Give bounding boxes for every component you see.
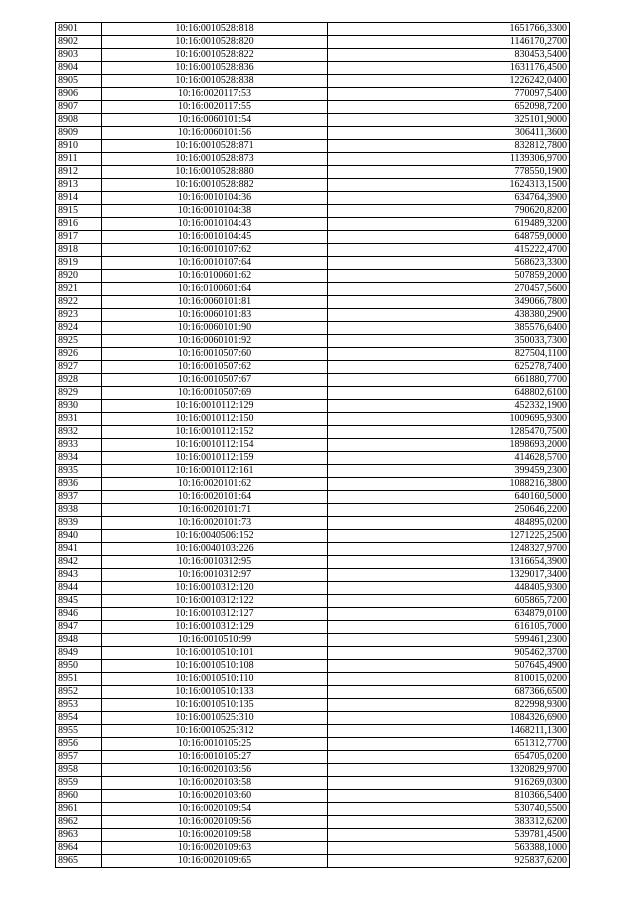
row-number-cell: 8909 <box>56 127 102 140</box>
value-cell: 651312,7700 <box>328 738 570 751</box>
table-row <box>56 127 570 140</box>
row-number-cell: 8910 <box>56 140 102 153</box>
row-number-cell: 8963 <box>56 829 102 842</box>
value-cell: 616105,7000 <box>328 621 570 634</box>
row-number-cell: 8925 <box>56 335 102 348</box>
table-row <box>56 36 570 49</box>
row-number-cell: 8913 <box>56 179 102 192</box>
table-row <box>56 621 570 634</box>
table-row <box>56 192 570 205</box>
cadastral-number-cell: 10:16:0010525:310 <box>102 712 328 725</box>
cadastral-number-cell: 10:16:0010104:36 <box>102 192 328 205</box>
row-number-cell: 8916 <box>56 218 102 231</box>
table-row <box>56 361 570 374</box>
table-row <box>56 725 570 738</box>
value-cell: 778550,1900 <box>328 166 570 179</box>
cadastral-number-cell: 10:16:0010507:62 <box>102 361 328 374</box>
row-number-cell: 8960 <box>56 790 102 803</box>
table-row <box>56 296 570 309</box>
table-row <box>56 257 570 270</box>
cadastral-number-cell: 10:16:0010528:871 <box>102 140 328 153</box>
value-cell: 640160,5000 <box>328 491 570 504</box>
cadastral-number-cell: 10:16:0020109:58 <box>102 829 328 842</box>
cadastral-number-cell: 10:16:0010312:97 <box>102 569 328 582</box>
cadastral-number-cell: 10:16:0010510:135 <box>102 699 328 712</box>
row-number-cell: 8953 <box>56 699 102 712</box>
row-number-cell: 8962 <box>56 816 102 829</box>
value-cell: 625278,7400 <box>328 361 570 374</box>
table-row <box>56 569 570 582</box>
cadastral-number-cell: 10:16:0010312:127 <box>102 608 328 621</box>
value-cell: 414628,5700 <box>328 452 570 465</box>
cadastral-number-cell: 10:16:0020109:54 <box>102 803 328 816</box>
value-cell: 1285470,7500 <box>328 426 570 439</box>
table-row <box>56 374 570 387</box>
table-row <box>56 634 570 647</box>
cadastral-number-cell: 10:16:0010112:152 <box>102 426 328 439</box>
table-row <box>56 556 570 569</box>
value-cell: 605865,7200 <box>328 595 570 608</box>
row-number-cell: 8926 <box>56 348 102 361</box>
row-number-cell: 8945 <box>56 595 102 608</box>
value-cell: 325101,9000 <box>328 114 570 127</box>
table-row <box>56 101 570 114</box>
cadastral-number-cell: 10:16:0010312:120 <box>102 582 328 595</box>
table-row <box>56 270 570 283</box>
row-number-cell: 8903 <box>56 49 102 62</box>
cadastral-number-cell: 10:16:0010112:154 <box>102 439 328 452</box>
row-number-cell: 8914 <box>56 192 102 205</box>
cadastral-number-cell: 10:16:0060101:92 <box>102 335 328 348</box>
row-number-cell: 8948 <box>56 634 102 647</box>
table-row <box>56 829 570 842</box>
table-row <box>56 504 570 517</box>
value-cell: 1320829,9700 <box>328 764 570 777</box>
cadastral-number-cell: 10:16:0010528:818 <box>102 23 328 36</box>
table-row <box>56 439 570 452</box>
table-row <box>56 673 570 686</box>
cadastral-number-cell: 10:16:0010312:95 <box>102 556 328 569</box>
row-number-cell: 8939 <box>56 517 102 530</box>
cadastral-number-cell: 10:16:0010112:150 <box>102 413 328 426</box>
value-cell: 905462,3700 <box>328 647 570 660</box>
row-number-cell: 8923 <box>56 309 102 322</box>
value-cell: 1898693,2000 <box>328 439 570 452</box>
row-number-cell: 8927 <box>56 361 102 374</box>
table-row <box>56 777 570 790</box>
cadastral-number-cell: 10:16:0020109:63 <box>102 842 328 855</box>
value-cell: 687366,6500 <box>328 686 570 699</box>
table-row <box>56 764 570 777</box>
value-cell: 1631176,4500 <box>328 62 570 75</box>
value-cell: 507859,2000 <box>328 270 570 283</box>
cadastral-number-cell: 10:16:0040506:152 <box>102 530 328 543</box>
cadastral-number-cell: 10:16:0010528:838 <box>102 75 328 88</box>
cadastral-number-cell: 10:16:0020101:71 <box>102 504 328 517</box>
row-number-cell: 8933 <box>56 439 102 452</box>
table-row <box>56 543 570 556</box>
cadastral-number-cell: 10:16:0010112:159 <box>102 452 328 465</box>
value-cell: 634879,0100 <box>328 608 570 621</box>
table-row <box>56 23 570 36</box>
table-row <box>56 88 570 101</box>
row-number-cell: 8959 <box>56 777 102 790</box>
value-cell: 654705,0200 <box>328 751 570 764</box>
table-row <box>56 49 570 62</box>
row-number-cell: 8952 <box>56 686 102 699</box>
table-row <box>56 699 570 712</box>
value-cell: 350033,7300 <box>328 335 570 348</box>
value-cell: 399459,2300 <box>328 465 570 478</box>
cadastral-number-cell: 10:16:0010510:101 <box>102 647 328 660</box>
row-number-cell: 8930 <box>56 400 102 413</box>
value-cell: 619489,3200 <box>328 218 570 231</box>
table-row <box>56 426 570 439</box>
cadastral-number-cell: 10:16:0010107:62 <box>102 244 328 257</box>
value-cell: 1248327,9700 <box>328 543 570 556</box>
value-cell: 1468211,1300 <box>328 725 570 738</box>
row-number-cell: 8965 <box>56 855 102 868</box>
value-cell: 770097,5400 <box>328 88 570 101</box>
table-row <box>56 413 570 426</box>
row-number-cell: 8904 <box>56 62 102 75</box>
cadastral-number-cell: 10:16:0100601:62 <box>102 270 328 283</box>
cadastral-number-cell: 10:16:0010507:60 <box>102 348 328 361</box>
table-row <box>56 465 570 478</box>
row-number-cell: 8947 <box>56 621 102 634</box>
cadastral-number-cell: 10:16:0100601:64 <box>102 283 328 296</box>
cadastral-number-cell: 10:16:0010528:873 <box>102 153 328 166</box>
cadastral-number-cell: 10:16:0010510:108 <box>102 660 328 673</box>
table-row <box>56 712 570 725</box>
row-number-cell: 8934 <box>56 452 102 465</box>
value-cell: 830453,5400 <box>328 49 570 62</box>
cadastral-number-cell: 10:16:0010510:99 <box>102 634 328 647</box>
value-cell: 916269,0300 <box>328 777 570 790</box>
value-cell: 452332,1900 <box>328 400 570 413</box>
row-number-cell: 8922 <box>56 296 102 309</box>
value-cell: 1139306,9700 <box>328 153 570 166</box>
value-cell: 648759,0000 <box>328 231 570 244</box>
value-cell: 306411,3600 <box>328 127 570 140</box>
row-number-cell: 8907 <box>56 101 102 114</box>
row-number-cell: 8938 <box>56 504 102 517</box>
value-cell: 634764,3900 <box>328 192 570 205</box>
row-number-cell: 8918 <box>56 244 102 257</box>
cadastral-number-cell: 10:16:0010510:133 <box>102 686 328 699</box>
cadastral-number-cell: 10:16:0010312:129 <box>102 621 328 634</box>
table-row <box>56 686 570 699</box>
value-cell: 448405,9300 <box>328 582 570 595</box>
table-row <box>56 491 570 504</box>
cadastral-number-cell: 10:16:0040103:226 <box>102 543 328 556</box>
cadastral-number-cell: 10:16:0010104:43 <box>102 218 328 231</box>
table-row <box>56 283 570 296</box>
row-number-cell: 8946 <box>56 608 102 621</box>
table-row <box>56 75 570 88</box>
row-number-cell: 8908 <box>56 114 102 127</box>
value-cell: 539781,4500 <box>328 829 570 842</box>
value-cell: 349066,7800 <box>328 296 570 309</box>
table-row <box>56 244 570 257</box>
table-row <box>56 335 570 348</box>
value-cell: 438380,2900 <box>328 309 570 322</box>
row-number-cell: 8964 <box>56 842 102 855</box>
cadastral-number-cell: 10:16:0010528:836 <box>102 62 328 75</box>
row-number-cell: 8935 <box>56 465 102 478</box>
row-number-cell: 8931 <box>56 413 102 426</box>
table-row <box>56 322 570 335</box>
table-row <box>56 400 570 413</box>
value-cell: 790620,8200 <box>328 205 570 218</box>
cadastral-number-cell: 10:16:0010528:880 <box>102 166 328 179</box>
table-row <box>56 179 570 192</box>
value-cell: 661880,7700 <box>328 374 570 387</box>
table-row <box>56 140 570 153</box>
table-row <box>56 218 570 231</box>
value-cell: 1009695,9300 <box>328 413 570 426</box>
cadastral-number-cell: 10:16:0060101:90 <box>102 322 328 335</box>
row-number-cell: 8921 <box>56 283 102 296</box>
table-row <box>56 452 570 465</box>
value-cell: 383312,6200 <box>328 816 570 829</box>
row-number-cell: 8912 <box>56 166 102 179</box>
cadastral-number-cell: 10:16:0060101:83 <box>102 309 328 322</box>
cadastral-number-cell: 10:16:0020109:65 <box>102 855 328 868</box>
table-row <box>56 387 570 400</box>
row-number-cell: 8920 <box>56 270 102 283</box>
cadastral-number-cell: 10:16:0020101:62 <box>102 478 328 491</box>
value-cell: 599461,2300 <box>328 634 570 647</box>
row-number-cell: 8936 <box>56 478 102 491</box>
table-row <box>56 478 570 491</box>
cadastral-number-cell: 10:16:0020103:56 <box>102 764 328 777</box>
cadastral-number-cell: 10:16:0010507:69 <box>102 387 328 400</box>
cadastral-number-cell: 10:16:0010112:129 <box>102 400 328 413</box>
table-row <box>56 62 570 75</box>
cadastral-number-cell: 10:16:0060101:54 <box>102 114 328 127</box>
cadastral-number-cell: 10:16:0010528:882 <box>102 179 328 192</box>
table-row <box>56 842 570 855</box>
table-row <box>56 166 570 179</box>
cadastral-number-cell: 10:16:0010312:122 <box>102 595 328 608</box>
value-cell: 1271225,2500 <box>328 530 570 543</box>
value-cell: 250646,2200 <box>328 504 570 517</box>
cadastral-number-cell: 10:16:0010107:64 <box>102 257 328 270</box>
table-row <box>56 790 570 803</box>
cadastral-number-cell: 10:16:0020101:73 <box>102 517 328 530</box>
value-cell: 810366,5400 <box>328 790 570 803</box>
table-row <box>56 517 570 530</box>
cadastral-number-cell: 10:16:0020117:53 <box>102 88 328 101</box>
cadastral-number-cell: 10:16:0020117:55 <box>102 101 328 114</box>
cadastral-number-cell: 10:16:0010112:161 <box>102 465 328 478</box>
row-number-cell: 8911 <box>56 153 102 166</box>
table-row <box>56 816 570 829</box>
row-number-cell: 8901 <box>56 23 102 36</box>
row-number-cell: 8919 <box>56 257 102 270</box>
value-cell: 1084326,6900 <box>328 712 570 725</box>
value-cell: 1088216,3800 <box>328 478 570 491</box>
row-number-cell: 8905 <box>56 75 102 88</box>
row-number-cell: 8917 <box>56 231 102 244</box>
value-cell: 648802,6100 <box>328 387 570 400</box>
table-row <box>56 205 570 218</box>
row-number-cell: 8940 <box>56 530 102 543</box>
value-cell: 925837,6200 <box>328 855 570 868</box>
table-row <box>56 231 570 244</box>
cadastral-number-cell: 10:16:0010510:110 <box>102 673 328 686</box>
row-number-cell: 8932 <box>56 426 102 439</box>
row-number-cell: 8906 <box>56 88 102 101</box>
row-number-cell: 8951 <box>56 673 102 686</box>
table-row <box>56 751 570 764</box>
row-number-cell: 8955 <box>56 725 102 738</box>
value-cell: 810015,0200 <box>328 673 570 686</box>
table-row <box>56 348 570 361</box>
value-cell: 1651766,3300 <box>328 23 570 36</box>
cadastral-number-cell: 10:16:0060101:81 <box>102 296 328 309</box>
table-row <box>56 608 570 621</box>
cadastral-number-cell: 10:16:0010528:822 <box>102 49 328 62</box>
row-number-cell: 8954 <box>56 712 102 725</box>
value-cell: 507645,4900 <box>328 660 570 673</box>
cadastral-number-cell: 10:16:0010104:45 <box>102 231 328 244</box>
row-number-cell: 8958 <box>56 764 102 777</box>
row-number-cell: 8961 <box>56 803 102 816</box>
row-number-cell: 8937 <box>56 491 102 504</box>
row-number-cell: 8943 <box>56 569 102 582</box>
cadastral-number-cell: 10:16:0010507:67 <box>102 374 328 387</box>
data-table <box>55 22 570 868</box>
table-row <box>56 530 570 543</box>
value-cell: 385576,6400 <box>328 322 570 335</box>
table-row <box>56 647 570 660</box>
table-row <box>56 855 570 868</box>
row-number-cell: 8950 <box>56 660 102 673</box>
value-cell: 1329017,3400 <box>328 569 570 582</box>
value-cell: 822998,9300 <box>328 699 570 712</box>
row-number-cell: 8957 <box>56 751 102 764</box>
row-number-cell: 8956 <box>56 738 102 751</box>
value-cell: 563388,1000 <box>328 842 570 855</box>
row-number-cell: 8915 <box>56 205 102 218</box>
value-cell: 568623,3300 <box>328 257 570 270</box>
value-cell: 415222,4700 <box>328 244 570 257</box>
row-number-cell: 8902 <box>56 36 102 49</box>
table-row <box>56 114 570 127</box>
table-row <box>56 582 570 595</box>
row-number-cell: 8944 <box>56 582 102 595</box>
cadastral-number-cell: 10:16:0010525:312 <box>102 725 328 738</box>
value-cell: 1226242,0400 <box>328 75 570 88</box>
row-number-cell: 8924 <box>56 322 102 335</box>
cadastral-number-cell: 10:16:0010528:820 <box>102 36 328 49</box>
table-row <box>56 738 570 751</box>
cadastral-number-cell: 10:16:0060101:56 <box>102 127 328 140</box>
row-number-cell: 8942 <box>56 556 102 569</box>
table-row <box>56 309 570 322</box>
table-row <box>56 153 570 166</box>
value-cell: 530740,5500 <box>328 803 570 816</box>
table-row <box>56 660 570 673</box>
cadastral-number-cell: 10:16:0010104:38 <box>102 205 328 218</box>
value-cell: 1624313,1500 <box>328 179 570 192</box>
cadastral-number-cell: 10:16:0020101:64 <box>102 491 328 504</box>
row-number-cell: 8928 <box>56 374 102 387</box>
table-row <box>56 595 570 608</box>
value-cell: 832812,7800 <box>328 140 570 153</box>
row-number-cell: 8941 <box>56 543 102 556</box>
cadastral-number-cell: 10:16:0020109:56 <box>102 816 328 829</box>
cadastral-number-cell: 10:16:0010105:27 <box>102 751 328 764</box>
value-cell: 484895,0200 <box>328 517 570 530</box>
row-number-cell: 8949 <box>56 647 102 660</box>
table-body <box>56 23 570 868</box>
cadastral-number-cell: 10:16:0020103:58 <box>102 777 328 790</box>
value-cell: 270457,5600 <box>328 283 570 296</box>
value-cell: 652098,7200 <box>328 101 570 114</box>
table-row <box>56 803 570 816</box>
cadastral-number-cell: 10:16:0010105:25 <box>102 738 328 751</box>
value-cell: 827504,1100 <box>328 348 570 361</box>
value-cell: 1146170,2700 <box>328 36 570 49</box>
cadastral-number-cell: 10:16:0020103:60 <box>102 790 328 803</box>
row-number-cell: 8929 <box>56 387 102 400</box>
value-cell: 1316654,3900 <box>328 556 570 569</box>
